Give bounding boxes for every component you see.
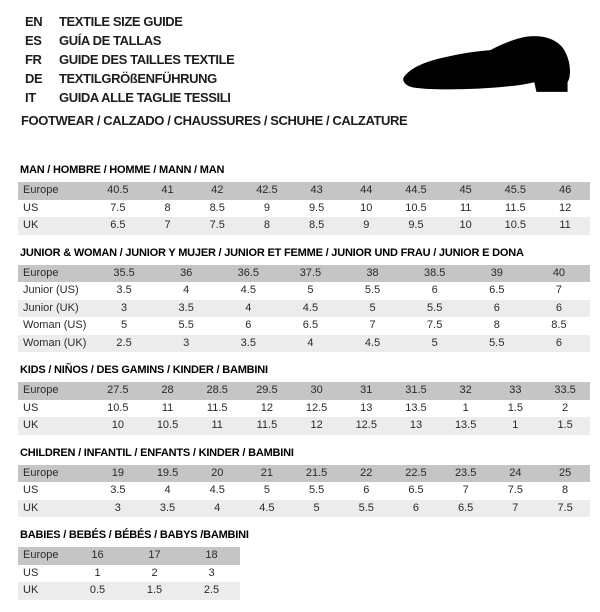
size-cell: 10 (111, 419, 124, 432)
size-cell: 5 (313, 501, 320, 514)
size-cell: 3 (114, 501, 121, 514)
row-label: Europe (23, 466, 59, 479)
size-cell: 1 (94, 566, 101, 579)
row-label: UK (23, 219, 39, 232)
row-label: US (23, 484, 39, 497)
size-cell: 13 (360, 401, 373, 414)
row-label: US (23, 201, 39, 214)
size-cell: 11.5 (206, 401, 228, 414)
size-cell: 6.5 (408, 484, 424, 497)
row-label: Junior (UK) (23, 301, 79, 314)
size-cell: 24 (509, 466, 522, 479)
size-cell: 8 (263, 219, 270, 232)
size-cell: 37.5 (299, 266, 322, 279)
language-row (25, 12, 234, 31)
size-cell: 3.5 (110, 484, 126, 497)
size-cell: 45 (459, 184, 472, 197)
size-cell: 8 (493, 319, 500, 332)
size-cell: 32 (459, 384, 472, 397)
size-cell: 5.5 (489, 336, 505, 349)
language-label: GUÍA DE TALLAS (59, 33, 162, 48)
size-cell: 8.5 (551, 319, 567, 332)
size-cell: 11 (161, 401, 174, 414)
size-cell: 11 (211, 419, 223, 432)
size-cell: 7.5 (507, 484, 523, 497)
table-row (18, 582, 240, 600)
size-cell: 6.5 (110, 219, 126, 232)
size-cell: 5 (369, 301, 376, 314)
size-cell: 5.5 (178, 319, 194, 332)
language-list (25, 12, 234, 107)
language-label: GUIDE DES TAILLES TEXTILE (59, 52, 235, 67)
size-cell: 5.5 (358, 501, 374, 514)
size-cell: 7.5 (427, 319, 443, 332)
size-cell: 4.5 (302, 301, 319, 314)
size-cell: 21.5 (305, 466, 328, 479)
size-cell: 42.5 (256, 184, 278, 197)
size-cell: 43 (310, 184, 323, 197)
size-cell: 16 (91, 549, 104, 562)
size-table (18, 465, 590, 518)
size-cell: 38.5 (423, 266, 446, 279)
size-cell: 46 (558, 184, 572, 197)
size-cell: 7 (512, 501, 519, 514)
language-code: FR (25, 52, 42, 67)
table-row (18, 482, 590, 500)
size-cell: 4.5 (364, 336, 381, 349)
size-cell: 4.5 (259, 501, 275, 514)
size-cell: 41 (161, 184, 174, 197)
table-row (18, 300, 590, 318)
size-cell: 5 (307, 284, 314, 297)
size-cell: 6.5 (302, 319, 319, 332)
dress-shoe-silhouette (403, 36, 570, 92)
size-cell: 7.5 (209, 219, 225, 232)
size-cell: 8 (164, 201, 171, 214)
size-cell: 11.5 (256, 419, 278, 432)
size-cell: 4.5 (240, 284, 256, 297)
size-cell: 39 (490, 266, 503, 279)
language-code: IT (25, 90, 36, 105)
size-cell: 2 (562, 401, 569, 414)
size-cell: 3 (208, 566, 215, 579)
size-cell: 27.5 (107, 384, 129, 397)
size-cell: 11 (459, 201, 472, 214)
table-row (18, 265, 590, 283)
size-cell: 3 (183, 336, 190, 349)
table-row (18, 200, 590, 218)
size-cell: 31 (360, 384, 373, 397)
size-cell: 7 (462, 484, 469, 497)
language-label: TEXTILE SIZE GUIDE (59, 14, 183, 29)
size-cell: 28 (161, 384, 174, 397)
size-cell: 9 (363, 219, 370, 232)
row-label: UK (23, 584, 39, 597)
table-title: MAN / HOMBRE / HOMME / MANN / MAN (20, 164, 225, 176)
size-cell: 33.5 (554, 384, 576, 397)
size-cell: 6 (555, 301, 562, 314)
size-cell: 7 (164, 219, 171, 232)
size-cell: 12 (260, 401, 274, 414)
row-label: UK (23, 419, 39, 432)
size-cell: 4 (214, 501, 221, 514)
table-row (18, 565, 240, 583)
language-label: TEXTILGRÖßENFÜHRUNG (59, 71, 217, 86)
size-cell: 3.5 (116, 284, 132, 297)
size-cell: 2.5 (116, 336, 132, 349)
size-cell: 5 (121, 319, 128, 332)
size-cell: 7 (555, 284, 562, 297)
size-cell: 7.5 (557, 501, 573, 514)
table-row (18, 217, 590, 235)
row-label: Europe (23, 266, 59, 279)
size-cell: 44 (360, 184, 373, 197)
table-row (18, 500, 590, 518)
size-cell: 13.5 (454, 419, 477, 432)
size-cell: 2.5 (203, 584, 220, 597)
size-cell: 38 (366, 266, 379, 279)
table-row (18, 417, 590, 435)
row-label: UK (23, 501, 39, 514)
size-cell: 1.5 (557, 419, 573, 432)
size-cell: 12 (310, 419, 323, 432)
size-cell: 11 (559, 219, 571, 232)
size-cell: 22.5 (405, 466, 427, 479)
size-cell: 8.5 (209, 201, 225, 214)
table-row (18, 282, 590, 300)
size-cell: 44.5 (405, 184, 427, 197)
size-cell: 6.5 (458, 501, 474, 514)
size-cell: 4 (164, 484, 171, 497)
size-cell: 10 (459, 219, 472, 232)
size-cell: 35.5 (113, 266, 135, 279)
table-row (18, 400, 590, 418)
size-cell: 2 (151, 566, 158, 579)
size-cell: 12.5 (355, 419, 377, 432)
size-cell: 36 (180, 266, 193, 279)
row-label: Europe (23, 549, 59, 562)
language-row (25, 50, 234, 69)
language-code: EN (25, 14, 43, 29)
table-row (18, 182, 590, 200)
row-label: US (23, 401, 39, 414)
size-cell: 8.5 (308, 219, 325, 232)
language-row (25, 69, 234, 88)
size-cell: 17 (148, 549, 161, 562)
size-cell: 31.5 (405, 384, 427, 397)
size-cell: 23.5 (454, 466, 477, 479)
size-cell: 0.5 (89, 584, 106, 597)
size-cell: 33 (509, 384, 522, 397)
size-cell: 1 (512, 419, 519, 432)
size-cell: 42 (211, 184, 224, 197)
size-cell: 12.5 (305, 401, 328, 414)
size-table (18, 182, 590, 235)
table-title: CHILDREN / INFANTIL / ENFANTS / KINDER / BAMBINI (20, 446, 294, 459)
size-cell: 13 (409, 419, 423, 432)
size-cell: 7 (369, 319, 376, 332)
size-cell: 30 (310, 384, 323, 397)
size-cell: 19 (111, 466, 124, 479)
size-cell: 5.5 (364, 284, 381, 297)
size-cell: 29.5 (256, 384, 278, 397)
size-table-section (18, 164, 590, 235)
size-cell: 4 (245, 301, 252, 314)
table-row (18, 382, 590, 400)
size-cell: 40 (552, 266, 566, 279)
size-table (18, 382, 590, 435)
size-cell: 1 (462, 401, 469, 414)
size-cell: 4 (183, 284, 190, 297)
size-cell: 19.5 (156, 466, 179, 479)
dress-shoe-icon (398, 34, 574, 94)
size-cell: 10 (360, 201, 373, 214)
size-table-section (18, 247, 590, 353)
row-label: Europe (23, 384, 59, 397)
size-table-section (18, 364, 590, 435)
table-title: BABIES / BEBÉS / BÉBÉS / BABYS /BAMBINI (20, 529, 249, 541)
row-label: Europe (23, 184, 59, 197)
size-cell: 1.5 (146, 584, 163, 597)
size-cell: 4 (307, 336, 314, 349)
size-cell: 10.5 (405, 201, 427, 214)
table-row (18, 317, 590, 335)
row-label: US (23, 566, 39, 579)
size-cell: 6 (493, 301, 500, 314)
size-cell: 3.5 (159, 501, 176, 514)
table-row (18, 547, 240, 565)
size-table-section (18, 529, 590, 600)
size-table-section (18, 447, 590, 518)
category-title: FOOTWEAR / CALZADO / CHAUSSURES / SCHUHE / CALZATURE (21, 113, 408, 128)
table-title: JUNIOR & WOMAN / JUNIOR Y MUJER / JUNIOR ET FEMME / JUNIOR UND FRAU / JUNIOR E DONA (20, 246, 524, 259)
size-cell: 8 (562, 484, 569, 497)
size-cell: 40.5 (107, 184, 129, 197)
size-cell: 6.5 (489, 284, 505, 297)
size-cell: 5 (263, 484, 270, 497)
size-cell: 6 (431, 284, 438, 297)
size-cell: 45.5 (504, 184, 527, 197)
table-row (18, 335, 590, 353)
size-cell: 13.5 (405, 401, 427, 414)
size-cell: 10.5 (504, 219, 527, 232)
size-cell: 4.5 (209, 484, 225, 497)
size-table (18, 265, 590, 353)
size-cell: 1.5 (507, 401, 523, 414)
size-tables (18, 164, 590, 612)
size-cell: 21 (260, 466, 274, 479)
size-cell: 10.5 (156, 419, 179, 432)
language-code: ES (25, 33, 42, 48)
size-table (18, 547, 240, 600)
size-cell: 7.5 (110, 201, 126, 214)
size-cell: 6 (245, 319, 252, 332)
size-cell: 22 (360, 466, 373, 479)
row-label: Woman (US) (23, 319, 87, 332)
size-cell: 6 (412, 501, 420, 514)
row-label: Woman (UK) (23, 336, 87, 349)
size-cell: 25 (558, 466, 572, 479)
size-cell: 5 (431, 336, 438, 349)
size-cell: 9.5 (408, 219, 424, 232)
size-cell: 9 (263, 201, 270, 214)
size-cell: 3 (121, 301, 128, 314)
table-title: KIDS / NIÑOS / DES GAMINS / KINDER / BAMBINI (20, 364, 268, 376)
size-cell: 3.5 (240, 336, 256, 349)
language-code: DE (25, 71, 43, 86)
table-row (18, 465, 590, 483)
size-cell: 5.5 (427, 301, 443, 314)
size-cell: 5.5 (308, 484, 325, 497)
language-row (25, 31, 234, 50)
size-cell: 12 (558, 201, 572, 214)
language-label: GUIDA ALLE TAGLIE TESSILI (59, 90, 231, 105)
size-cell: 3.5 (178, 301, 194, 314)
size-cell: 20 (211, 466, 224, 479)
size-cell: 11.5 (505, 201, 526, 214)
size-cell: 6 (555, 336, 562, 349)
size-cell: 36.5 (237, 266, 260, 279)
row-label: Junior (US) (23, 284, 79, 297)
size-cell: 9.5 (308, 201, 325, 214)
size-cell: 10.5 (107, 401, 129, 414)
size-cell: 18 (205, 549, 218, 562)
language-row (25, 88, 234, 107)
size-cell: 6 (363, 484, 370, 497)
size-cell: 28.5 (206, 384, 228, 397)
